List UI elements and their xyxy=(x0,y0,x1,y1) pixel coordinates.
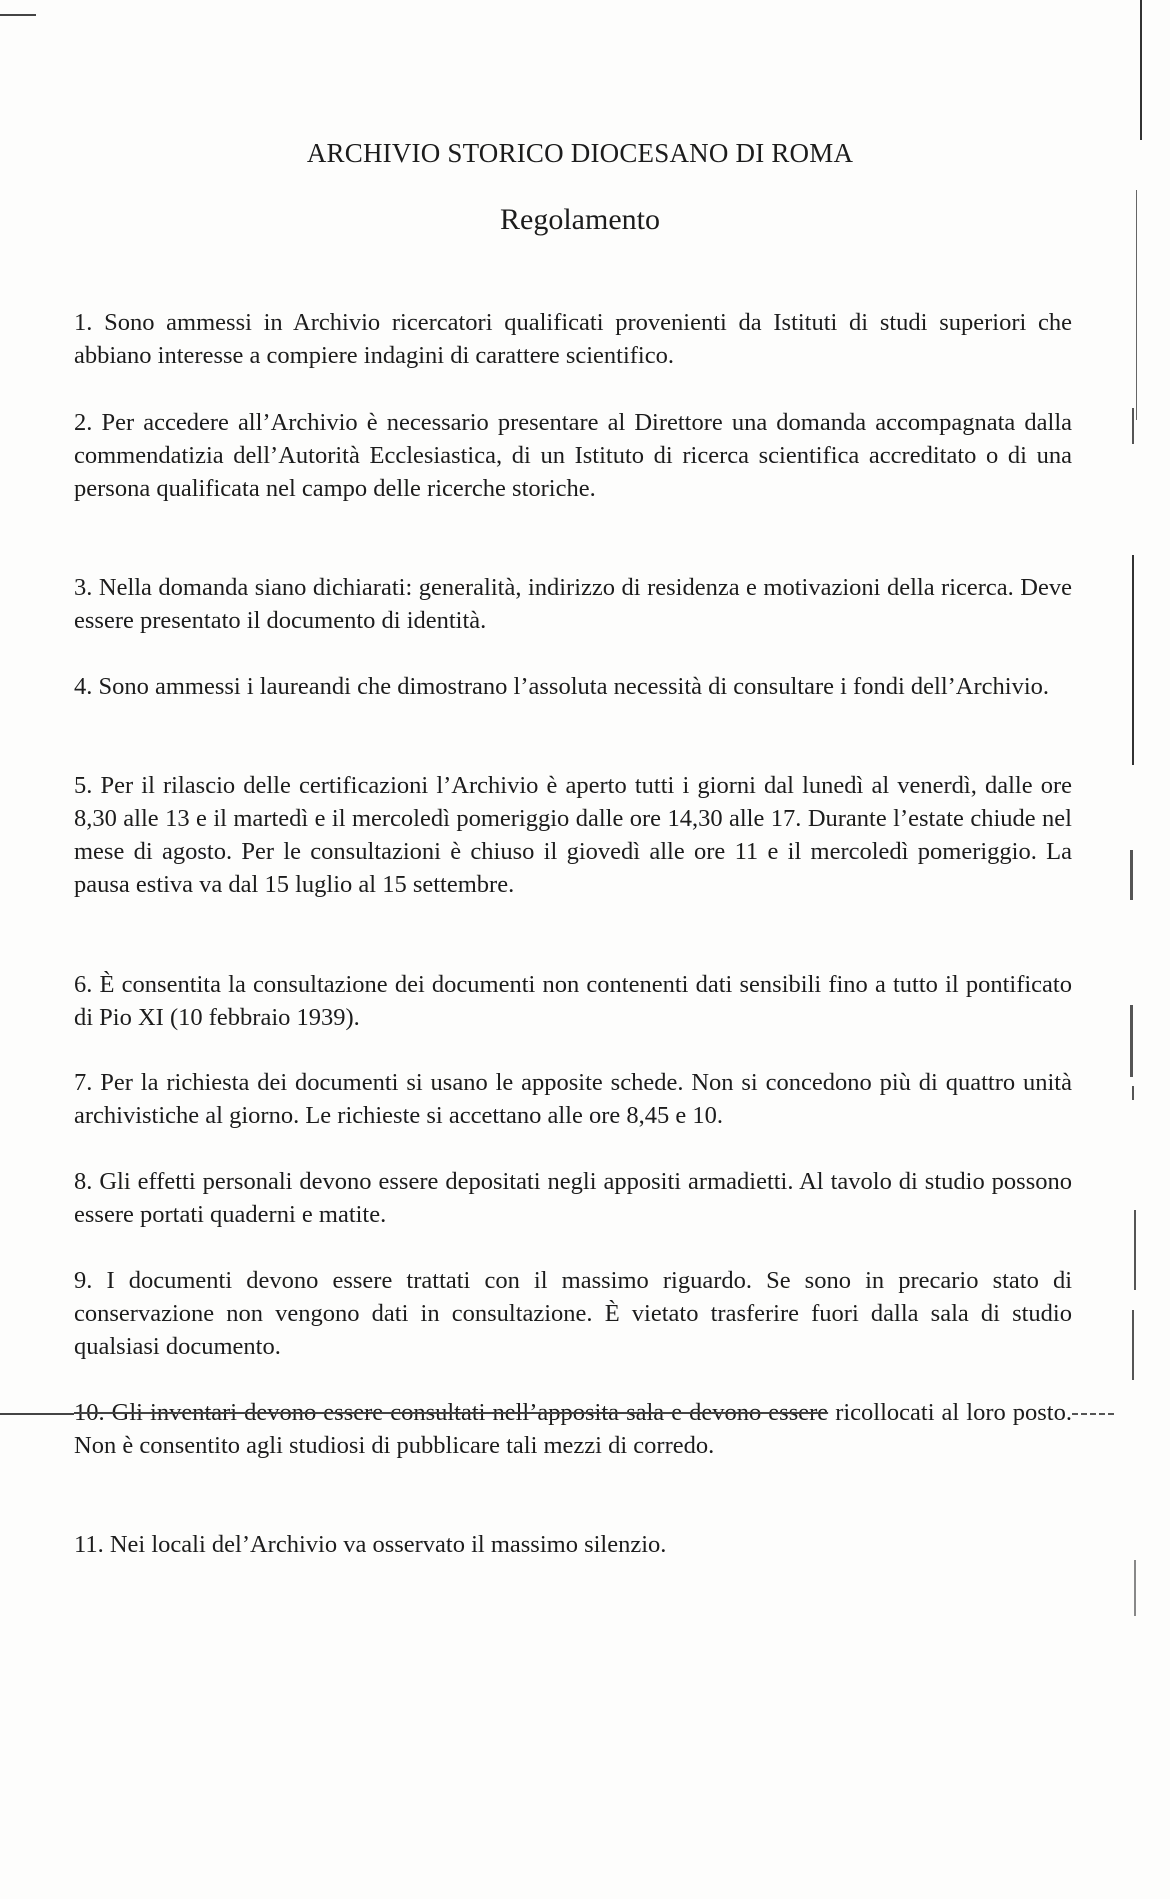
scan-edge-mark xyxy=(1134,1560,1136,1616)
rule-3: 3. Nella domanda siano dichiarati: generalità, indirizzo di residenza e motivazioni della ricerca. Deve essere presentato il documento di identità. xyxy=(74,574,1072,634)
rule-8: 8. Gli effetti personali devono essere depositati negli appositi armadietti. Al tavolo di studio possono essere portati quaderni e matite. xyxy=(74,1168,1072,1228)
rule-5: 5. Per il rilascio delle certificazioni l’Archivio è aperto tutti i giorni dal lunedì al venerdì, dalle ore 8,30 alle 13 e il martedì e il mercoledì pomeriggio dalle ore 14,30 alle 17. Durante l’estate chiude nel mese di agosto. Per le consultazioni è chiuso il giovedì alle ore 11 e il mercoledì pomeriggio. La pausa estiva va dal 15 luglio al 15 settembre. xyxy=(74,772,1072,898)
scan-mark xyxy=(0,14,36,16)
scan-edge-line xyxy=(1140,0,1142,140)
scan-edge-mark xyxy=(1134,1210,1136,1290)
rule-9: 9. I documenti devono essere trattati con il massimo riguardo. Se sono in precario stato di conservazione non vengono dati in consultazione. È vietato trasferire fuori dalla sala di studio qualsiasi documento. xyxy=(74,1267,1072,1360)
document-subtitle: Regolamento xyxy=(500,203,660,236)
document-title: ARCHIVIO STORICO DIOCESANO DI ROMA xyxy=(306,138,854,168)
rule-10 xyxy=(74,1396,1072,1462)
strikethrough-line xyxy=(0,1413,74,1415)
rule-10-struck-text: 10. Gli inventari devono essere consultati nell’apposita sala e devono essere xyxy=(74,1399,829,1426)
rule-6: 6. È consentita la consultazione dei documenti non contenenti dati sensibili fino a tutto il pontificato di Pio XI (10 febbraio 1939). xyxy=(74,971,1072,1031)
rule-11: 11. Nei locali del’Archivio va osservato il massimo silenzio. xyxy=(74,1531,667,1558)
rule-1: 1. Sono ammessi in Archivio ricercatori qualificati provenienti da Istituti di studi superiori che abbiano interesse a compiere indagini di carattere scientifico. xyxy=(74,309,1072,369)
scan-edge-mark xyxy=(1132,1086,1134,1100)
strikethrough-line xyxy=(1072,1413,1114,1415)
rule-4: 4. Sono ammessi i laureandi che dimostrano l’assoluta necessità di consultare i fondi dell’Archivio. xyxy=(74,673,1049,700)
scan-edge-line xyxy=(1132,555,1134,765)
scan-edge-mark xyxy=(1132,408,1134,444)
scan-edge-mark xyxy=(1130,850,1133,900)
scan-edge-mark xyxy=(1132,1310,1134,1380)
rule-7: 7. Per la richiesta dei documenti si usano le apposite schede. Non si concedono più di quattro unità archivistiche al giorno. Le richieste si accettano alle ore 8,45 e 10. xyxy=(74,1069,1072,1129)
scan-edge-mark xyxy=(1130,1005,1133,1077)
rule-10-text: ricollocati al loro posto. Non è consentito agli studiosi di pubblicare tali mezzi di corredo. xyxy=(74,1399,1072,1459)
rule-2: 2. Per accedere all’Archivio è necessario presentare al Direttore una domanda accompagnata dalla commendatizia dell’Autorità Ecclesiastica, di un Istituto di ricerca scientifica accreditato o di una persona qualificata nel campo delle ricerche storiche. xyxy=(74,409,1072,502)
